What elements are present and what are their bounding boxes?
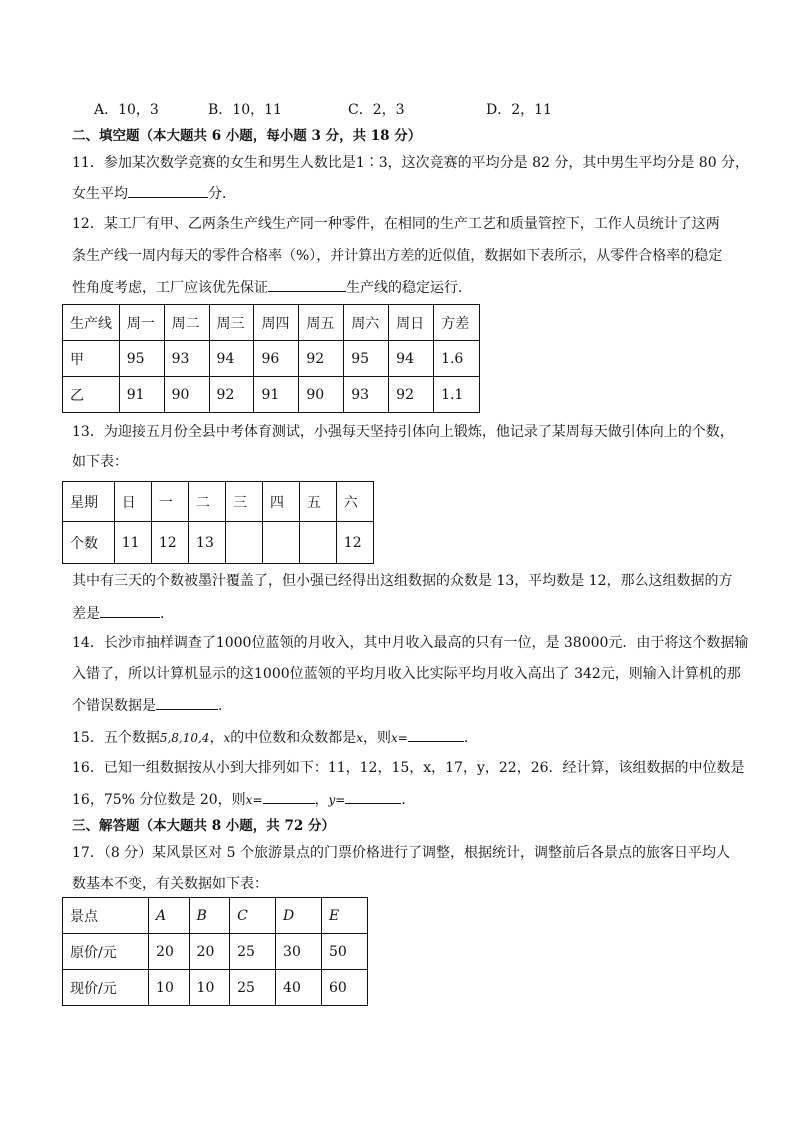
q15-answer-blank[interactable] (408, 727, 464, 742)
q16-answer-blank-y[interactable] (345, 789, 401, 804)
q15-text-mid: 的中位数和众数都是 (230, 730, 357, 746)
q15-text-pre: 15．五个数据 (72, 730, 160, 746)
table-cell: 甲 (63, 341, 120, 377)
table-row (63, 970, 368, 1006)
table-cell: 30 (276, 934, 322, 970)
table-cell: 95 (344, 341, 389, 377)
table-header-cell: 周二 (164, 305, 209, 341)
table-cell: 96 (254, 341, 299, 377)
table-cell: 10 (189, 970, 230, 1006)
q16-equals-x: = (252, 793, 263, 807)
table-cell: 40 (276, 970, 322, 1006)
table-header-cell: 景点 (63, 898, 149, 934)
table-header-cell: D (276, 898, 322, 934)
table-header-cell: 周五 (299, 305, 344, 341)
q16-text-mid: ， (314, 792, 329, 808)
table-row (63, 377, 480, 413)
q14-line2: 入错了，所以计算机显示的这1000位蓝领的平均月收入比实际平均月收入高出了 342元，则输入计算机的那 (72, 666, 741, 682)
q17-line1: 17．（8 分）某风景区对 5 个旅游景点的门票价格进行了调整，根据统计，调整前后各景点的旅客日平均人 (72, 845, 730, 861)
table-cell (263, 522, 300, 564)
table-cell: 90 (164, 377, 209, 413)
table-cell: 25 (230, 970, 276, 1006)
q13-line3: 其中有三天的个数被墨汁覆盖了，但小强已经得出这组数据的众数是 13，平均数是 12，那么这组数据的方 (72, 573, 733, 589)
q14-text-post: ． (218, 698, 232, 714)
table-header-cell: A (149, 898, 190, 934)
table-header-cell: 四 (263, 482, 300, 522)
q14-text-pre: 个错误数据是 (72, 698, 156, 714)
q16-line2 (72, 789, 415, 810)
table-cell: 25 (230, 934, 276, 970)
q16-var-x: x (245, 793, 253, 807)
q12-line1: 12．某工厂有甲、乙两条生产线生产同一种零件，在相同的生产工艺和质量管控下，工作人员统计了这两 (72, 216, 720, 232)
q12-text-post: 生产线的稳定运行． (346, 280, 472, 296)
table-header-cell: 二 (189, 482, 226, 522)
q11-text-pre: 女生平均 (72, 186, 128, 202)
q12-table (62, 304, 480, 413)
table-header-cell: 五 (299, 482, 336, 522)
q12-text-pre: 性角度考虑，工厂应该优先保证 (72, 280, 268, 296)
q15-var-x3: x (391, 731, 398, 745)
q13-line1: 13．为迎接五月份全县中考体育测试，小强每天坚持引体向上锻炼，他记录了某周每天做引体向上的个数， (72, 424, 734, 440)
table-cell: 12 (151, 522, 188, 564)
table-cell: 13 (189, 522, 226, 564)
table-cell: 93 (164, 341, 209, 377)
q14-line1: 14．长沙市抽样调查了1000位蓝领的月收入，其中月收入最高的只有一位，是 38000元．由于将这个数据输 (72, 635, 749, 651)
table-row (63, 934, 368, 970)
q16-text-pre: 16，75% 分位数是 20，则 (72, 792, 246, 808)
table-cell: 92 (299, 341, 344, 377)
table-header-cell: 一 (151, 482, 188, 522)
q17-table (62, 897, 368, 1006)
q14-answer-blank[interactable] (156, 695, 218, 710)
table-cell: 91 (254, 377, 299, 413)
table-cell: 94 (209, 341, 254, 377)
table-header-cell: 日 (114, 482, 151, 522)
q14-line3 (72, 695, 232, 716)
table-cell: 1.1 (434, 377, 480, 413)
table-header-cell: 周四 (254, 305, 299, 341)
table-header-row (63, 305, 480, 341)
q16-line1: 16．已知一组数据按从小到大排列如下：11，12，15，x，17，y，22，26．经计算，该组数据的中位数是 (72, 760, 745, 776)
section-heading-fill-in: 二、填空题（本大题共 6 小题，每小题 3 分，共 18 分） (72, 128, 422, 144)
q13-line2: 如下表： (72, 454, 128, 470)
q16-equals-y: = (335, 793, 346, 807)
q15-text-post: ． (463, 730, 478, 746)
q15-line (72, 727, 478, 748)
q13-answer-blank[interactable] (100, 603, 160, 618)
option-a: A．10，3 (94, 102, 159, 118)
table-header-cell: 周一 (119, 305, 164, 341)
table-cell: 91 (119, 377, 164, 413)
table-header-row (63, 482, 374, 522)
q15-var-x2: x (356, 731, 364, 745)
table-cell: 11 (114, 522, 151, 564)
table-header-cell: 星期 (63, 482, 115, 522)
table-header-cell: C (230, 898, 276, 934)
q17-line2: 数基本不变，有关数据如下表： (72, 876, 268, 892)
table-cell: 92 (389, 377, 434, 413)
table-cell: 个数 (63, 522, 115, 564)
table-cell: 原价/元 (63, 934, 149, 970)
table-cell: 92 (209, 377, 254, 413)
table-header-row (63, 898, 368, 934)
table-cell: 60 (322, 970, 368, 1006)
q15-var-x: x (223, 731, 231, 745)
table-row (63, 341, 480, 377)
q11-line2 (72, 183, 236, 204)
table-header-cell: 方差 (434, 305, 480, 341)
table-cell: 20 (189, 934, 230, 970)
q12-answer-blank[interactable] (268, 277, 346, 292)
option-d: D．2，11 (486, 102, 552, 118)
q15-text-then: ，则 (363, 730, 392, 746)
q11-text-post: 分． (208, 186, 236, 202)
table-cell (226, 522, 263, 564)
table-cell: 50 (322, 934, 368, 970)
q11-line1: 11．参加某次数学竞赛的女生和男生人数比是1∶3，这次竞赛的平均分是 82 分，其中男生平均分是 80 分， (72, 155, 750, 171)
q13-line4 (72, 603, 174, 624)
table-cell (299, 522, 336, 564)
option-c: C．2，3 (348, 102, 405, 118)
table-cell: 93 (344, 377, 389, 413)
table-cell: 94 (389, 341, 434, 377)
table-header-cell: 生产线 (63, 305, 120, 341)
table-header-cell: 周三 (209, 305, 254, 341)
q16-var-y: y (328, 793, 336, 807)
q15-sep: ， (209, 730, 224, 746)
q15-equals: = (397, 731, 408, 745)
table-cell: 10 (149, 970, 190, 1006)
table-cell: 95 (119, 341, 164, 377)
table-header-cell: 三 (226, 482, 263, 522)
q15-data: 5,8,10,4 (159, 731, 210, 745)
q11-answer-blank[interactable] (128, 183, 208, 198)
q13-text-post: ． (160, 606, 174, 622)
table-header-cell: 六 (336, 482, 373, 522)
q13-table (62, 481, 374, 564)
q16-answer-blank-x[interactable] (263, 789, 315, 804)
option-b: B．10，11 (208, 102, 282, 118)
table-cell: 90 (299, 377, 344, 413)
table-cell: 乙 (63, 377, 120, 413)
q13-text-pre: 差是 (72, 606, 100, 622)
table-header-cell: 周六 (344, 305, 389, 341)
section-heading-solutions: 三、解答题（本大题共 8 小题，共 72 分） (72, 818, 335, 834)
table-cell: 20 (149, 934, 190, 970)
q12-line2: 条生产线一周内每天的零件合格率（%），并计算出方差的近似值，数据如下表所示，从零件合格率的稳定 (72, 248, 723, 264)
table-row (63, 522, 374, 564)
table-header-cell: B (189, 898, 230, 934)
table-cell: 现价/元 (63, 970, 149, 1006)
q12-line3 (72, 277, 472, 298)
table-header-cell: E (322, 898, 368, 934)
q16-text-post: ． (401, 792, 416, 808)
table-cell: 1.6 (434, 341, 480, 377)
table-header-cell: 周日 (389, 305, 434, 341)
table-cell: 12 (336, 522, 373, 564)
